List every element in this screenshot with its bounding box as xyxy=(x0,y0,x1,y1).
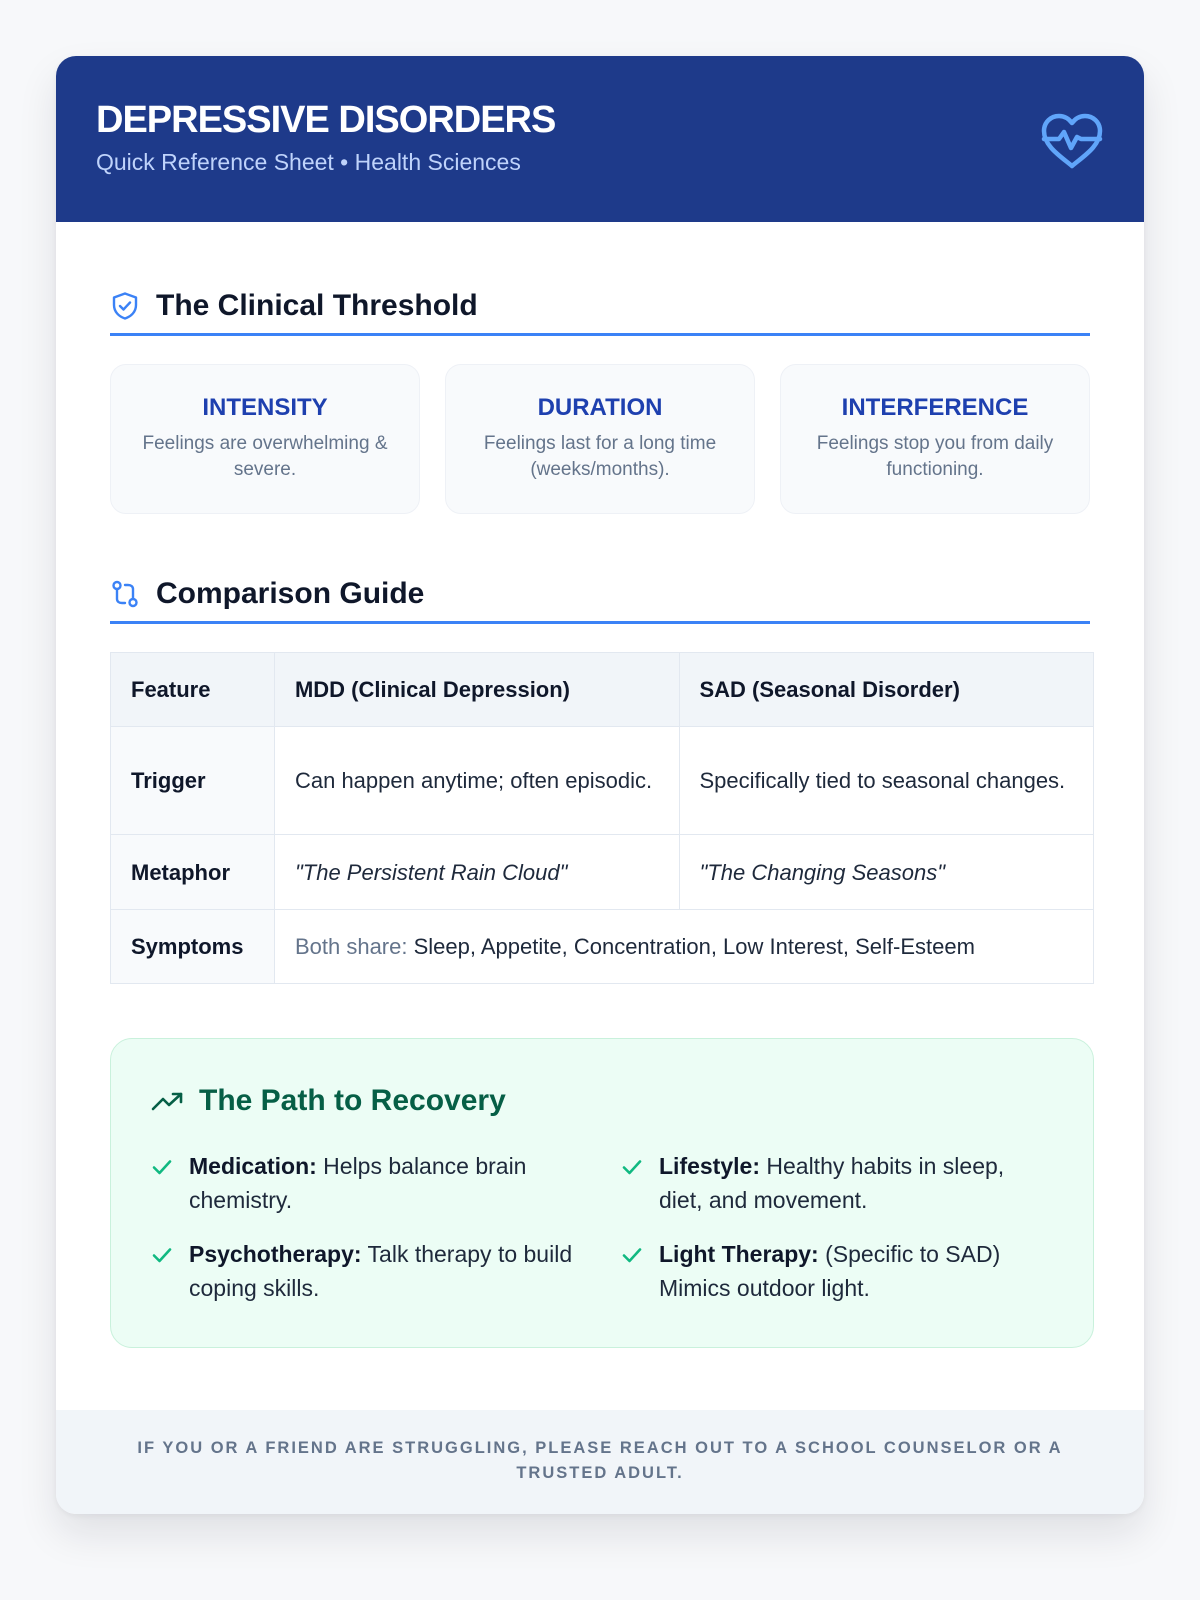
pillar-description: Feelings are overwhelming & severe. xyxy=(142,433,388,480)
recovery-item-light-therapy xyxy=(621,1237,1051,1305)
recovery-item-text xyxy=(659,1149,1051,1217)
column-header-sad: SAD (Seasonal Disorder) xyxy=(679,653,1094,727)
recovery-heading: The Path to Recovery xyxy=(199,1084,506,1117)
recovery-item-text xyxy=(189,1149,621,1217)
pillar-interference xyxy=(780,364,1090,514)
trending-up-icon xyxy=(151,1089,185,1113)
heart-pulse-icon xyxy=(1040,112,1104,172)
main-content xyxy=(56,278,1144,1348)
recovery-item-desc: (Specific to SAD) Mimics outdoor light. xyxy=(659,1241,1001,1301)
check-icon xyxy=(151,1244,173,1266)
comparison-table xyxy=(110,652,1094,984)
git-compare-icon xyxy=(110,579,140,609)
shared-symptoms-list: Sleep, Appetite, Concentration, Low Interest, Self-Esteem xyxy=(413,934,975,959)
table-row-trigger xyxy=(111,727,1094,835)
shared-prefix: Both share: xyxy=(294,934,408,959)
header-banner xyxy=(56,56,1144,222)
pillar-title: DURATION xyxy=(537,394,663,421)
recovery-item-desc: Helps balance brain chemistry. xyxy=(189,1153,527,1213)
pillar-description: Feelings stop you from daily functioning. xyxy=(816,433,1054,480)
recovery-item-label: Lifestyle: xyxy=(659,1153,760,1179)
feature-cell: Trigger xyxy=(111,727,275,835)
comparison-heading: Comparison Guide xyxy=(156,576,425,610)
check-icon xyxy=(621,1156,643,1178)
column-header-mdd: MDD (Clinical Depression) xyxy=(274,653,679,727)
recovery-header xyxy=(151,1083,1053,1119)
check-icon xyxy=(621,1244,643,1266)
recovery-item-text xyxy=(189,1237,621,1305)
feature-cell: Metaphor xyxy=(111,835,275,910)
pillar-title: INTENSITY xyxy=(202,394,328,421)
support-footer: IF YOU OR A FRIEND ARE STRUGGLING, PLEASE REACH OUT TO A SCHOOL COUNSELOR OR A TRUSTED ADULT. xyxy=(56,1410,1144,1514)
table-row-metaphor xyxy=(111,835,1094,910)
recovery-item-label: Light Therapy: xyxy=(659,1241,819,1267)
sad-cell: "The Changing Seasons" xyxy=(679,835,1094,910)
recovery-item-psychotherapy xyxy=(151,1237,621,1305)
page-title: DEPRESSIVE DISORDERS xyxy=(96,99,556,141)
recovery-item-label: Medication: xyxy=(189,1153,317,1179)
threshold-pillars xyxy=(110,364,1090,514)
check-icon xyxy=(151,1156,173,1178)
mdd-cell: Can happen anytime; often episodic. xyxy=(274,727,679,835)
recovery-item-desc: Healthy habits in sleep, diet, and movement. xyxy=(659,1153,1005,1213)
recovery-item-text xyxy=(659,1237,1051,1305)
pillar-duration xyxy=(445,364,755,514)
shield-check-icon xyxy=(110,291,140,321)
pillar-description: Feelings last for a long time (weeks/months). xyxy=(483,433,717,480)
threshold-heading: The Clinical Threshold xyxy=(156,288,478,322)
column-header-feature: Feature xyxy=(111,653,275,727)
sad-cell: Specifically tied to seasonal changes. xyxy=(679,727,1094,835)
reference-card xyxy=(56,56,1144,1514)
comparison-section-header xyxy=(110,566,1090,624)
recovery-item-label: Psychotherapy: xyxy=(189,1241,362,1267)
recovery-item-lifestyle xyxy=(621,1149,1051,1217)
table-header-row xyxy=(111,653,1094,727)
threshold-section-header xyxy=(110,278,1090,336)
table-row-symptoms xyxy=(111,910,1094,984)
recovery-panel xyxy=(110,1038,1094,1348)
recovery-list xyxy=(151,1149,1053,1305)
shared-symptoms-cell xyxy=(274,910,1093,984)
pillar-intensity xyxy=(110,364,420,514)
mdd-cell: "The Persistent Rain Cloud" xyxy=(274,835,679,910)
pillar-title: INTERFERENCE xyxy=(841,394,1029,421)
page-subtitle: Quick Reference Sheet • Health Sciences xyxy=(96,149,521,175)
recovery-item-medication xyxy=(151,1149,621,1217)
feature-cell: Symptoms xyxy=(111,910,275,984)
recovery-item-desc: Talk therapy to build coping skills. xyxy=(189,1241,573,1301)
